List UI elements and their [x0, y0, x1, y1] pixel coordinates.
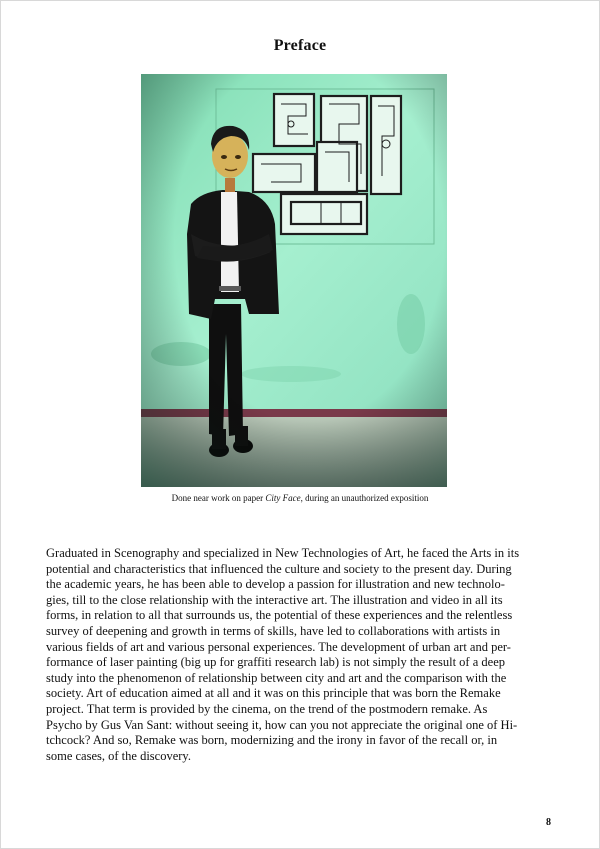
body-line: project. That term is provided by the cinema, on the trend of the postmodern remake. As	[46, 701, 488, 716]
body-line: tchcock? And so, Remake was born, modernizing and the irony in favor of the recall or, in	[46, 733, 498, 748]
body-line: formance of laser painting (big up for graffiti research lab) is not simply the result of a deep	[46, 655, 505, 670]
page-number: 8	[546, 817, 551, 828]
preface-body	[46, 546, 558, 764]
body-line: gies, till to the close relationship with the interactive art. The illustration and video in all its	[46, 592, 503, 607]
body-line: potential and characteristics that influenced the culture and society to the present day. During	[46, 561, 512, 576]
artwork-title: City Face	[265, 493, 301, 503]
body-line: forms, in relation to all that surrounds us, the potential of these experiences and the relentless	[46, 608, 513, 623]
body-line: survey of deepening and growth in terms of skills, have led to collaborations with artists in	[46, 623, 501, 638]
body-line: Psycho by Gus Van Sant: without seeing it, how can you not appreciate the original one of Hi-	[46, 717, 518, 732]
body-line: study into the phenomenon of relationship between city and art and the comparison with the	[46, 670, 507, 685]
figure-caption: Done near work on paper City Face, during an unauthorized exposition	[171, 493, 429, 503]
body-line: some cases, of the discovery.	[46, 748, 191, 763]
page-title: Preface	[273, 37, 327, 54]
artist-photo	[141, 74, 447, 487]
body-line: society. Art of education aimed at all and it was on this principle that was born the Remake	[46, 686, 501, 701]
body-line: various fields of art and various personal experiences. The development of urban art and per-	[46, 639, 511, 654]
body-line: the academic years, he has been able to develop a passion for illustration and new technolo-	[46, 577, 505, 592]
body-line: Graduated in Scenography and specialized in New Technologies of Art, he faced the Arts in its	[46, 546, 520, 560]
